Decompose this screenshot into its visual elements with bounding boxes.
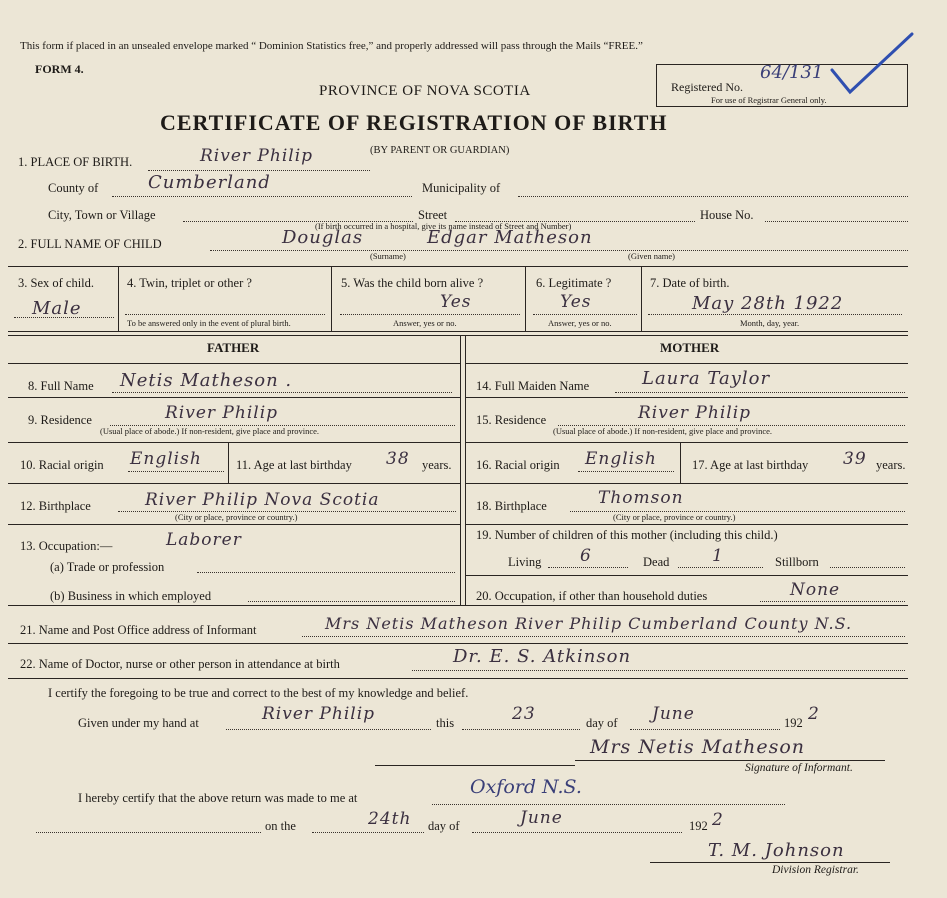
dob-label: 7. Date of birth. — [650, 276, 730, 290]
county-value: Cumberland — [148, 172, 271, 193]
alive-note: Answer, yes or no. — [393, 318, 457, 328]
father-birthplace-value: River Philip Nova Scotia — [145, 490, 380, 510]
father-age-label: 11. Age at last birthday — [236, 458, 352, 472]
alive-label: 5. Was the child born alive ? — [341, 276, 484, 290]
mother-occupation-label: 20. Occupation, if other than household duties — [476, 589, 708, 603]
certify-statement: I certify the foregoing to be true and correct to the best of my knowledge and belief. — [48, 686, 469, 700]
dead-value: 1 — [712, 546, 724, 566]
father-age-unit: years. — [422, 458, 452, 472]
stillborn-label: Stillborn — [775, 555, 819, 569]
trade-label: (a) Trade or profession — [50, 560, 165, 574]
registrar-day-of-label: day of — [428, 819, 460, 833]
registrar-year-suffix: 2 — [712, 810, 724, 830]
registrar-note: For use of Registrar General only. — [711, 95, 827, 105]
informant-signature: Mrs Netis Matheson — [590, 736, 806, 758]
registrar-month: June — [520, 808, 563, 828]
mother-birthplace-value: Thomson — [598, 488, 684, 508]
doctor-label: 22. Name of Doctor, nurse or other person in attendance at birth — [20, 657, 340, 671]
mother-birthplace-note: (City or place, province or country.) — [613, 512, 736, 522]
father-birthplace-note: (City or place, province or country.) — [175, 512, 298, 522]
registrar-signature-label: Division Registrar. — [772, 864, 859, 876]
legit-value: Yes — [560, 292, 592, 312]
given-under-label: Given under my hand at — [78, 716, 199, 730]
hospital-note: (If birth occurred in a hospital, give its name instead of Street and Number) — [315, 221, 572, 231]
twin-label: 4. Twin, triplet or other ? — [127, 276, 252, 290]
sex-label: 3. Sex of child. — [18, 276, 95, 290]
registrar-place: Oxford N.S. — [470, 776, 582, 798]
child-name-label: 2. FULL NAME OF CHILD — [18, 237, 162, 251]
county-label: County of — [48, 181, 99, 195]
mother-residence-label: 15. Residence — [476, 413, 547, 427]
sex-value: Male — [32, 298, 82, 319]
certify-place: River Philip — [262, 704, 376, 724]
dob-note: Month, day, year. — [740, 318, 800, 328]
father-name-label: 8. Full Name — [28, 379, 94, 393]
father-residence-value: River Philip — [165, 403, 279, 423]
living-label: Living — [508, 555, 542, 569]
given-name-label: (Given name) — [628, 251, 675, 261]
certify-day: 23 — [512, 704, 536, 724]
place-of-birth-label: 1. PLACE OF BIRTH. — [18, 155, 133, 169]
form-number: FORM 4. — [35, 62, 84, 76]
mother-birthplace-label: 18. Birthplace — [476, 499, 547, 513]
father-occupation-label: 13. Occupation:— — [20, 539, 113, 553]
business-label: (b) Business in which employed — [50, 589, 212, 603]
children-label: 19. Number of children of this mother (including this child.) — [476, 528, 778, 542]
mother-residence-value: River Philip — [638, 403, 752, 423]
place-of-birth-value: River Philip — [200, 146, 314, 166]
registrar-signature: T. M. Johnson — [708, 840, 845, 861]
living-value: 6 — [580, 546, 592, 566]
informant-label: 21. Name and Post Office address of Informant — [20, 623, 257, 637]
father-residence-label: 9. Residence — [28, 413, 92, 427]
legit-label: 6. Legitimate ? — [536, 276, 612, 290]
mother-racial-label: 16. Racial origin — [476, 458, 560, 472]
house-no-label: House No. — [700, 208, 754, 222]
registrar-year-prefix: 192 — [689, 819, 708, 833]
notice: This form if placed in an unsealed envelope marked “ Dominion Statistics free,” and properly addressed will pass through the Mails “FREE.” — [20, 40, 643, 52]
subtitle: (BY PARENT OR GUARDIAN) — [370, 145, 510, 156]
father-occupation-value: Laborer — [166, 530, 242, 550]
registrar-day: 24th — [368, 809, 412, 829]
father-heading: FATHER — [207, 340, 260, 355]
mother-age-label: 17. Age at last birthday — [692, 458, 809, 472]
child-surname-value: Douglas — [282, 227, 364, 248]
father-racial-label: 10. Racial origin — [20, 458, 104, 472]
mother-racial-value: English — [585, 449, 657, 469]
page-title: CERTIFICATE OF REGISTRATION OF BIRTH — [160, 110, 668, 135]
certify-year-suffix: 2 — [808, 704, 820, 724]
city-label: City, Town or Village — [48, 208, 156, 222]
father-name-value: Netis Matheson . — [120, 370, 293, 391]
twin-note: To be answered only in the event of plural birth. — [127, 318, 291, 328]
registrar-on-label: on the — [265, 819, 296, 833]
child-given-value: Edgar Matheson — [427, 227, 593, 248]
registered-number: 64/131 — [760, 62, 824, 83]
dob-value: May 28th 1922 — [692, 293, 844, 314]
mother-age-value: 39 — [843, 449, 867, 469]
registered-label: Registered No. — [671, 80, 743, 94]
certify-day-of-label: day of — [586, 716, 618, 730]
father-racial-value: English — [130, 449, 202, 469]
certify-year-prefix: 192 — [784, 716, 803, 730]
mother-name-label: 14. Full Maiden Name — [476, 379, 590, 393]
mother-residence-note: (Usual place of abode.) If non-resident, give place and province. — [553, 426, 773, 436]
informant-value: Mrs Netis Matheson River Philip Cumberland County N.S. — [325, 614, 853, 633]
municipality-label: Municipality of — [422, 181, 501, 195]
mother-heading: MOTHER — [660, 340, 720, 355]
province-heading: PROVINCE OF NOVA SCOTIA — [319, 83, 531, 99]
certify-month: June — [652, 704, 695, 724]
father-birthplace-label: 12. Birthplace — [20, 499, 91, 513]
dead-label: Dead — [643, 555, 670, 569]
surname-label: (Surname) — [370, 251, 406, 261]
legit-note: Answer, yes or no. — [548, 318, 612, 328]
mother-occupation-value: None — [790, 580, 841, 600]
mother-name-value: Laura Taylor — [642, 368, 771, 389]
street-label: Street — [418, 208, 448, 222]
informant-signature-label: Signature of Informant. — [745, 762, 853, 774]
father-residence-note: (Usual place of abode.) If non-resident, give place and province. — [100, 426, 320, 436]
mother-age-unit: years. — [876, 458, 906, 472]
check-mark-icon — [828, 28, 918, 98]
doctor-value: Dr. E. S. Atkinson — [453, 646, 632, 667]
certify-this-label: this — [436, 716, 455, 730]
alive-value: Yes — [440, 292, 472, 312]
registrar-statement: I hereby certify that the above return was made to me at — [78, 791, 358, 805]
father-age-value: 38 — [386, 449, 410, 469]
